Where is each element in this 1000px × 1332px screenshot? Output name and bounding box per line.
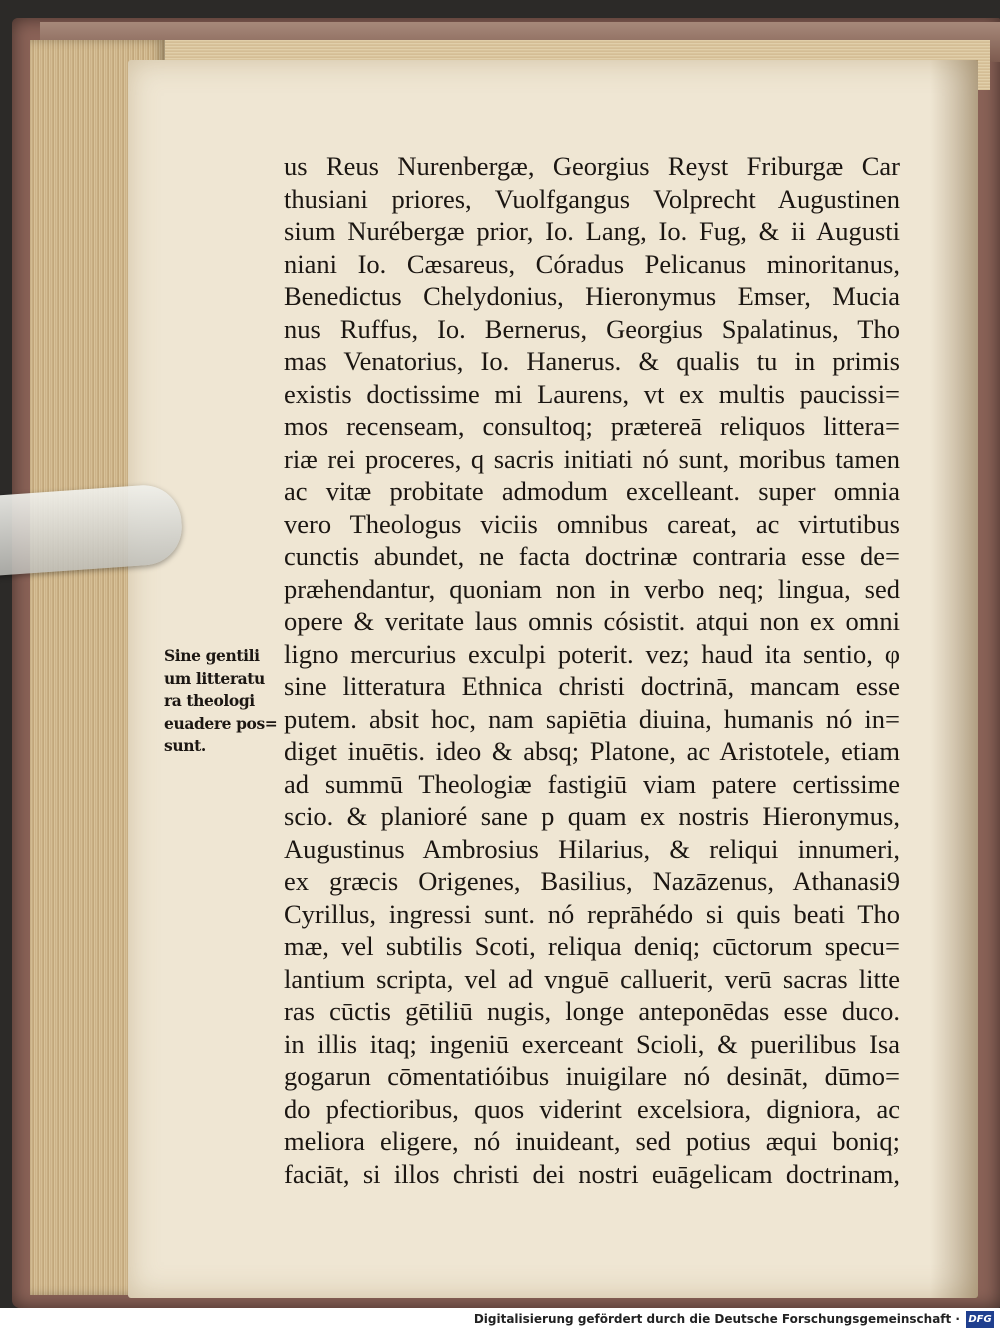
text-line: lantium scripta, vel ad vnguē calluerit, verū sacras litte [284, 963, 900, 994]
text-line: putem. absit hoc, nam sapiētia diuina, humanis nó in= [284, 703, 900, 734]
text-line: opere & veritate laus omnis cósistit. atqui non ex omni [284, 606, 900, 636]
text-line: ex græcis Origenes, Basilius, Nazāzenus, Athanasi9 [284, 866, 900, 896]
text-line: cunctis abundet, ne facta doctrinæ contraria esse de= [284, 541, 900, 571]
text-line: ac vitæ probitate admodum excelleant. super omnia [284, 476, 900, 506]
text-line: do pfectioribus, quos viderint excelsiora, digniora, ac [284, 1093, 900, 1124]
gutter-shadow [930, 60, 978, 1298]
text-line: riæ rei proceres, q sacris initiati nó sunt, moribus tamen [284, 443, 900, 474]
text-line: ras cūctis gētiliū nugis, longe anteponēdas esse duco. [284, 996, 900, 1026]
marginal-line: Sine gentili [164, 646, 260, 665]
text-line: sine litteratura Ethnica christi doctrinā, mancam esse [284, 671, 900, 701]
text-line: sium Nurébergæ prior, Io. Lang, Io. Fug, & ii Augusti [284, 216, 900, 246]
text-line: existis doctissime mi Laurens, vt ex multis paucissi= [284, 378, 900, 409]
marginal-line: ra theologi [164, 691, 255, 710]
funding-credit: Digitalisierung gefördert durch die Deutsche Forschungsgemeinschaft · [473, 1312, 960, 1326]
text-line: mæ, vel subtilis Scoti, reliqua deniq; cūctorum specu= [284, 931, 900, 961]
text-line: ad summū Theologiæ fastigiū viam patere certissime [284, 768, 900, 799]
marginal-line: sunt. [164, 736, 206, 755]
text-line: vero Theologus viciis omnibus careat, ac virtutibus [284, 508, 900, 539]
text-line: præhendantur, quoniam non in verbo neq; lingua, sed [284, 573, 900, 604]
main-text-block [284, 150, 900, 1190]
text-line: nus Ruffus, Io. Bernerus, Georgius Spalatinus, Tho [284, 313, 900, 344]
text-line: Cyrillus, ingressi sunt. nó reprāhédo si quis beati Tho [284, 898, 900, 929]
marginal-line: euadere pos= [164, 713, 278, 733]
text-line: niani Io. Cæsareus, Córadus Pelicanus minoritanus, [284, 248, 900, 279]
dfg-logo-icon: DFG [966, 1311, 994, 1328]
marginal-line: um litteratu [164, 668, 265, 688]
text-line: in illis itaq; ingeniū exerceant Scioli, & puerilibus Isa [284, 1028, 900, 1059]
text-line: ligno mercurius exculpi poterit. vez; haud ita sentio, φ [284, 638, 900, 669]
text-line: diget inuētis. ideo & absq; Platone, ac Aristotele, etiam [284, 736, 900, 766]
text-line: Augustinus Ambrosius Hilarius, & reliqui innumeri, [284, 833, 900, 864]
marginal-note [164, 645, 276, 758]
text-line: us Reus Nurenbergæ, Georgius Reyst Friburgæ Car [284, 151, 900, 181]
bookmark-strip [0, 483, 184, 576]
digitization-footer [0, 1308, 1000, 1332]
text-line: meliora eligere, nó inuideant, sed potius æqui boniq; [284, 1126, 900, 1156]
text-line: mos recenseam, consultoq; prætereā reliquos littera= [284, 411, 900, 441]
text-line: gogarun cōmentatióibus inuigilare nó desināt, dūmo= [284, 1061, 900, 1091]
text-line: thusiani priores, Vuolfgangus Volprecht Augustinen [284, 183, 900, 214]
text-line: faciāt, si illos christi dei nostri euāgelicam doctrinam, [284, 1158, 900, 1189]
text-line: scio. & planioré sane p quam ex nostris Hieronymus, [284, 801, 900, 831]
text-line: mas Venatorius, Io. Hanerus. & qualis tu in primis [284, 346, 900, 376]
text-line: Benedictus Chelydonius, Hieronymus Emser, Mucia [284, 281, 900, 311]
